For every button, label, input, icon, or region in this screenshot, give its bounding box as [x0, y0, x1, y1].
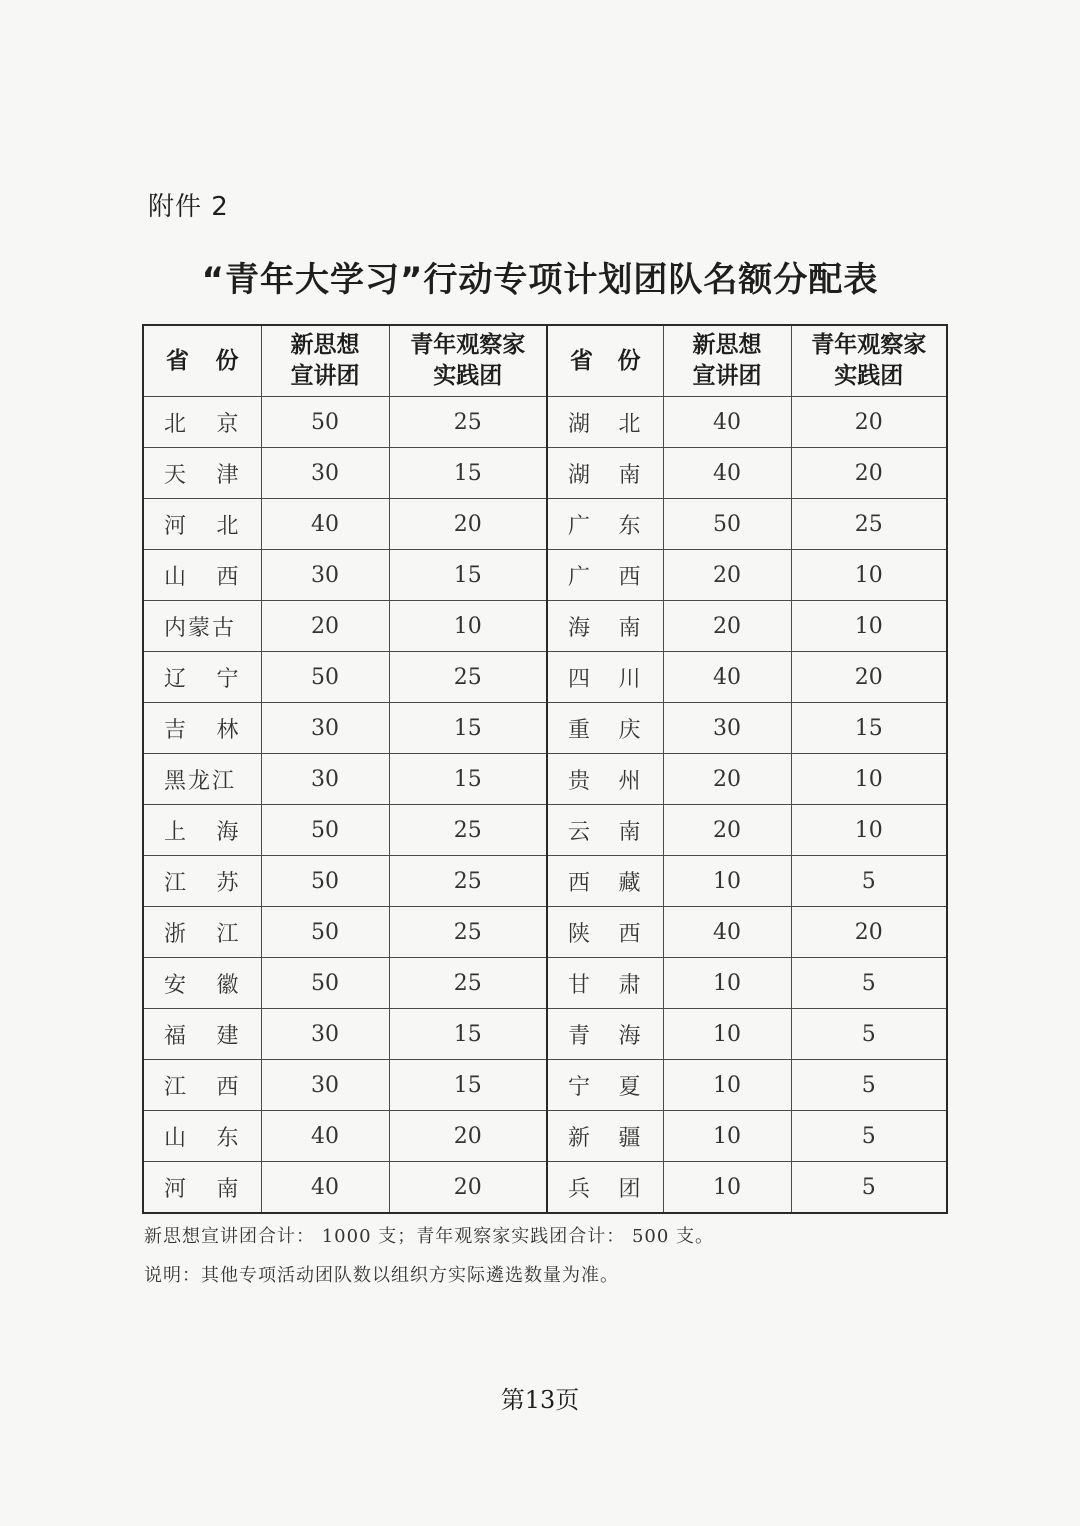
cell-xsx-count-left: 30 [261, 754, 389, 805]
table-row [143, 907, 947, 958]
province-char: 内蒙古 [164, 615, 237, 641]
cell-observer-count-left: 10 [389, 601, 547, 652]
cell-xsx-count-left: 50 [261, 856, 389, 907]
province-char: 贵 [568, 768, 593, 794]
cell-province-left [143, 601, 261, 652]
province-char: 南 [618, 462, 643, 488]
cell-province-right [547, 907, 663, 958]
cell-province-right [547, 1162, 663, 1214]
header-province [143, 325, 261, 397]
cell-province-right [547, 448, 663, 499]
cell-province-right [547, 550, 663, 601]
province-char: 海 [568, 615, 593, 641]
cell-xsx-count-right: 10 [663, 1162, 791, 1214]
cell-province-right [547, 805, 663, 856]
cell-xsx-count-left: 50 [261, 805, 389, 856]
cell-xsx-count-left: 30 [261, 1060, 389, 1111]
table-row [143, 601, 947, 652]
cell-xsx-count-left: 20 [261, 601, 389, 652]
province-char: 福 [164, 1023, 189, 1049]
cell-xsx-count-right: 30 [663, 703, 791, 754]
header-observer-right-line-1: 青年观察家 [811, 332, 927, 358]
province-char: 宁 [216, 666, 241, 692]
cell-province-left [143, 805, 261, 856]
header-province-char-1: 省 [166, 347, 189, 374]
province-char: 四 [568, 666, 593, 692]
province-char: 林 [216, 717, 241, 743]
cell-province-right [547, 601, 663, 652]
province-char: 疆 [618, 1125, 643, 1151]
table-row [143, 397, 947, 448]
header-observer-line-1: 青年观察家 [410, 332, 526, 358]
page-number: 第13页 [500, 1386, 580, 1414]
document-title: “青年大学习”行动专项计划团队名额分配表 [201, 260, 879, 300]
cell-observer-count-right: 20 [791, 907, 947, 958]
cell-province-right [547, 754, 663, 805]
cell-observer-count-right: 5 [791, 856, 947, 907]
province-char: 天 [164, 462, 189, 488]
cell-province-left [143, 1162, 261, 1214]
cell-observer-count-left: 15 [389, 703, 547, 754]
table-header-row [143, 325, 947, 397]
province-char: 苏 [216, 870, 241, 896]
header-xsx-line-1: 新思想 [290, 332, 360, 358]
cell-observer-count-right: 5 [791, 1111, 947, 1162]
cell-observer-count-left: 25 [389, 958, 547, 1009]
cell-xsx-count-left: 40 [261, 1111, 389, 1162]
province-char: 建 [216, 1023, 241, 1049]
header-xsx-right-line-2: 宣讲团 [692, 363, 762, 389]
province-char: 南 [216, 1176, 241, 1202]
province-char: 西 [618, 921, 643, 947]
cell-province-left [143, 550, 261, 601]
cell-xsx-count-left: 50 [261, 652, 389, 703]
cell-xsx-count-right: 20 [663, 754, 791, 805]
cell-province-left [143, 907, 261, 958]
table-row [143, 1060, 947, 1111]
cell-observer-count-left: 15 [389, 1009, 547, 1060]
province-char: 北 [618, 411, 643, 437]
cell-observer-count-left: 15 [389, 1060, 547, 1111]
cell-observer-count-right: 15 [791, 703, 947, 754]
cell-observer-count-left: 20 [389, 499, 547, 550]
province-char: 陕 [568, 921, 593, 947]
cell-observer-count-left: 15 [389, 754, 547, 805]
province-char: 藏 [618, 870, 643, 896]
header-province-char-2: 份 [215, 347, 239, 374]
cell-xsx-count-right: 40 [663, 397, 791, 448]
province-char: 庆 [618, 717, 643, 743]
header-observer-team-right [791, 325, 947, 397]
province-char: 山 [164, 564, 189, 590]
table-row [143, 1111, 947, 1162]
cell-province-left [143, 448, 261, 499]
cell-xsx-count-right: 10 [663, 1009, 791, 1060]
cell-province-left [143, 754, 261, 805]
cell-province-right [547, 1060, 663, 1111]
attachment-label: 附件 2 [148, 192, 229, 222]
cell-xsx-count-left: 50 [261, 907, 389, 958]
cell-province-right [547, 499, 663, 550]
cell-xsx-count-right: 10 [663, 958, 791, 1009]
province-char: 南 [618, 819, 643, 845]
table-row [143, 856, 947, 907]
header-xsx-right-line-1: 新思想 [692, 332, 762, 358]
province-char: 青 [568, 1023, 593, 1049]
header-province-right-char-2: 份 [617, 347, 641, 374]
cell-observer-count-right: 20 [791, 448, 947, 499]
table-row [143, 754, 947, 805]
table-row [143, 499, 947, 550]
province-char: 江 [164, 1074, 189, 1100]
table-row [143, 1162, 947, 1214]
province-char: 甘 [568, 972, 593, 998]
cell-observer-count-left: 15 [389, 550, 547, 601]
cell-observer-count-right: 10 [791, 601, 947, 652]
header-xsx-line-2: 宣讲团 [290, 363, 360, 389]
cell-observer-count-right: 5 [791, 1009, 947, 1060]
cell-xsx-count-left: 30 [261, 448, 389, 499]
province-char: 广 [568, 564, 593, 590]
province-char: 夏 [618, 1074, 643, 1100]
cell-xsx-count-left: 30 [261, 1009, 389, 1060]
province-char: 津 [216, 462, 241, 488]
cell-observer-count-left: 20 [389, 1162, 547, 1214]
cell-xsx-count-right: 40 [663, 652, 791, 703]
cell-xsx-count-right: 10 [663, 1111, 791, 1162]
cell-province-right [547, 856, 663, 907]
province-char: 宁 [568, 1074, 593, 1100]
province-char: 海 [618, 1023, 643, 1049]
cell-observer-count-right: 10 [791, 550, 947, 601]
quota-table-body [143, 397, 947, 1214]
cell-xsx-count-left: 30 [261, 550, 389, 601]
province-char: 重 [568, 717, 593, 743]
table-row [143, 652, 947, 703]
province-char: 西 [568, 870, 593, 896]
cell-observer-count-left: 15 [389, 448, 547, 499]
cell-province-right [547, 1111, 663, 1162]
province-char: 南 [618, 615, 643, 641]
cell-xsx-count-right: 40 [663, 448, 791, 499]
cell-observer-count-right: 10 [791, 754, 947, 805]
cell-observer-count-left: 25 [389, 856, 547, 907]
cell-observer-count-right: 25 [791, 499, 947, 550]
cell-observer-count-left: 20 [389, 1111, 547, 1162]
province-char: 吉 [164, 717, 189, 743]
header-observer-line-2: 实践团 [433, 363, 503, 389]
province-char: 徽 [216, 972, 241, 998]
table-row [143, 1009, 947, 1060]
cell-xsx-count-right: 20 [663, 550, 791, 601]
cell-province-left [143, 499, 261, 550]
cell-observer-count-right: 20 [791, 652, 947, 703]
province-char: 安 [164, 972, 189, 998]
cell-xsx-count-left: 30 [261, 703, 389, 754]
province-char: 西 [618, 564, 643, 590]
province-char: 河 [164, 1176, 189, 1202]
province-char: 东 [216, 1125, 241, 1151]
province-char: 黑龙江 [164, 768, 237, 794]
table-row [143, 805, 947, 856]
cell-observer-count-right: 5 [791, 958, 947, 1009]
header-province-right [547, 325, 663, 397]
province-char: 西 [216, 1074, 241, 1100]
quota-table [142, 324, 948, 1214]
cell-observer-count-left: 25 [389, 397, 547, 448]
cell-xsx-count-left: 40 [261, 499, 389, 550]
province-char: 江 [164, 870, 189, 896]
cell-xsx-count-left: 50 [261, 397, 389, 448]
header-observer-right-line-2: 实践团 [834, 363, 904, 389]
province-char: 湖 [568, 462, 593, 488]
table-row [143, 448, 947, 499]
cell-xsx-count-left: 40 [261, 1162, 389, 1214]
header-observer-team [389, 325, 547, 397]
cell-province-right [547, 958, 663, 1009]
cell-observer-count-right: 5 [791, 1060, 947, 1111]
cell-observer-count-left: 25 [389, 907, 547, 958]
province-char: 肃 [618, 972, 643, 998]
province-char: 湖 [568, 411, 593, 437]
cell-xsx-count-right: 10 [663, 1060, 791, 1111]
province-char: 新 [568, 1125, 593, 1151]
cell-province-left [143, 703, 261, 754]
province-char: 西 [216, 564, 241, 590]
province-char: 北 [164, 411, 189, 437]
cell-province-right [547, 397, 663, 448]
explanation-note: 说明：其他专项活动团队数以组织方实际遴选数量为准。 [144, 1265, 619, 1286]
cell-xsx-count-right: 50 [663, 499, 791, 550]
cell-province-right [547, 1009, 663, 1060]
province-char: 川 [618, 666, 643, 692]
cell-observer-count-left: 25 [389, 652, 547, 703]
province-char: 团 [618, 1176, 643, 1202]
province-char: 北 [216, 513, 241, 539]
cell-province-right [547, 703, 663, 754]
cell-province-right [547, 652, 663, 703]
table-row [143, 958, 947, 1009]
header-province-right-char-1: 省 [570, 347, 593, 374]
cell-xsx-count-left: 50 [261, 958, 389, 1009]
cell-observer-count-left: 25 [389, 805, 547, 856]
province-char: 广 [568, 513, 593, 539]
province-char: 山 [164, 1125, 189, 1151]
province-char: 京 [216, 411, 241, 437]
cell-province-left [143, 1111, 261, 1162]
province-char: 上 [164, 819, 189, 845]
table-row [143, 703, 947, 754]
cell-observer-count-right: 10 [791, 805, 947, 856]
province-char: 辽 [164, 666, 189, 692]
cell-xsx-count-right: 20 [663, 805, 791, 856]
header-xsx-team-right [663, 325, 791, 397]
province-char: 州 [618, 768, 643, 794]
province-char: 兵 [568, 1176, 593, 1202]
province-char: 海 [216, 819, 241, 845]
province-char: 江 [216, 921, 241, 947]
province-char: 河 [164, 513, 189, 539]
cell-observer-count-right: 20 [791, 397, 947, 448]
province-char: 东 [618, 513, 643, 539]
cell-xsx-count-right: 10 [663, 856, 791, 907]
cell-province-left [143, 1060, 261, 1111]
table-row [143, 550, 947, 601]
cell-xsx-count-right: 40 [663, 907, 791, 958]
cell-observer-count-right: 5 [791, 1162, 947, 1214]
province-char: 浙 [164, 921, 189, 947]
cell-xsx-count-right: 20 [663, 601, 791, 652]
total-note: 新思想宣讲团合计： 1000 支；青年观察家实践团合计： 500 支。 [144, 1226, 715, 1247]
province-char: 云 [568, 819, 593, 845]
cell-province-left [143, 397, 261, 448]
header-xsx-team [261, 325, 389, 397]
cell-province-left [143, 1009, 261, 1060]
cell-province-left [143, 856, 261, 907]
cell-province-left [143, 652, 261, 703]
cell-province-left [143, 958, 261, 1009]
